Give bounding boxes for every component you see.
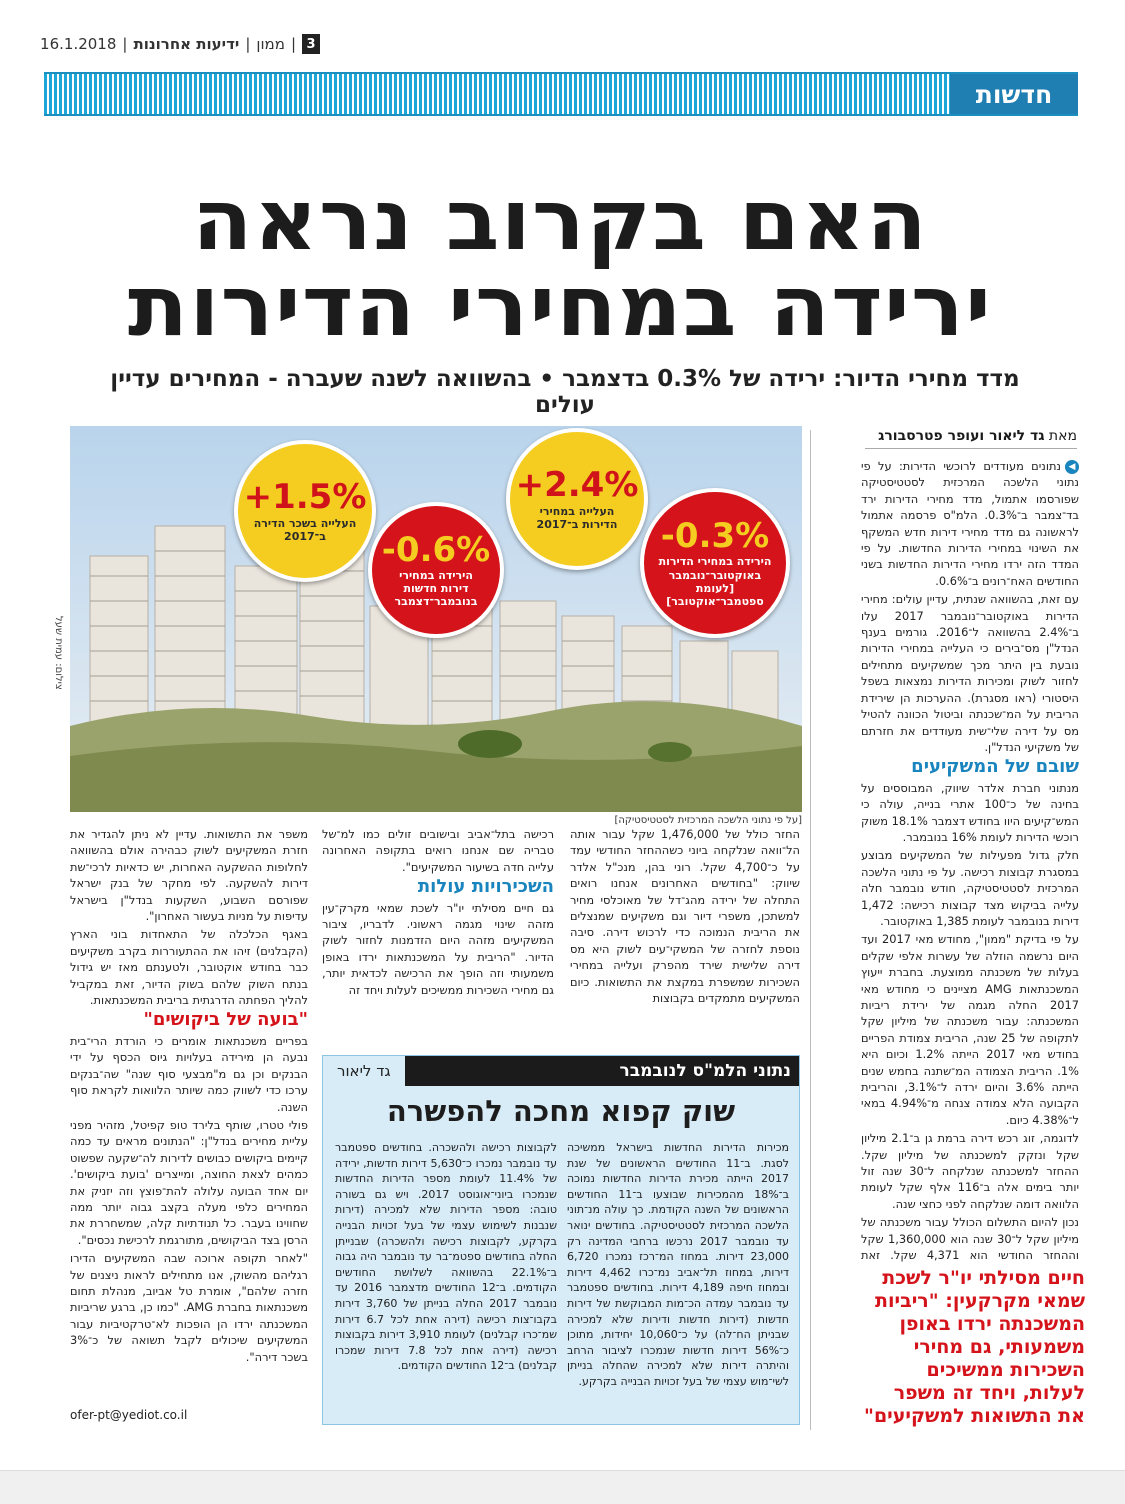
- article-column-4: [70, 826, 308, 1406]
- author-email: ofer-pt@yediot.co.il: [70, 1408, 188, 1422]
- inset-header-title: נתוני הלמ"ס לנובמבר: [619, 1061, 791, 1081]
- photo-credit: צילום: עמית שעל: [53, 616, 64, 690]
- paragraph: חלק גדול מפעילות של המשקיעים מבוצע במסגרת קבוצות רכישה. על פי נתוני הלשכה המרכזית לסטטיסטיקה, חודש נובמבר חלה עלייה בביקוש מצד קבוצות רכישה: 1,472 דירות בנובמבר לעומת 1,385 באוקטובר.: [861, 848, 1079, 928]
- lead-paragraph: נתונים מעודדים לרוכשי הדירות: על פי נתוני הלשכה המרכזית לסטטיסטיקה שפורסמו אתמול, מדד מחירי הדירות ירד בד־צמבר ב־0.3%. הלמ"ס פרסמה אתמול לראשונה גם מדד מחירי דירות חדש המשקף את השינוי במחירי הדירות החדשות. על פי המדד הזה ירדו מחירי הדירות החדשות בשני החודשים האח־רונים ב־0.6%.: [861, 459, 1079, 588]
- paragraph: גם חיים מסילתי יו"ר לשכת שמאי מקרק־עין מזהה שינוי מגמה ראשוני. לדבריו, ציבור המשקיעים מזהה היום הזדמנות לחזור לשוק הדיור. "הריבית על המשכנתאות ירדו באופן משמעותי וזה הופך את הרכישה לכדאית יותר, גם מחירי השכירות ממשיכים לעלות ויחד זה: [322, 900, 554, 997]
- divider: |: [245, 35, 251, 53]
- paragraph: מנתוני חברת אלדר שיווק, המבוססים על בחינה של כ־100 אתרי בנייה, עולה כי המש־קיעים היוו בחודש דצמבר 18.1% משוק רוכשי הדירות לעומת 16% בנובמבר.: [861, 780, 1079, 844]
- paragraph: לדוגמה, זוג רכש דירה ברמת גן ב־2.1 מיליון שקל ונזקק למשכנתה של מיליון שקל. ההחזר למשכנתה שנלקחה ל־30 שנה זול יותר בימים אלה ב־116 אלף שקל לעומת הלוואה דומה שנלקחה לפני כחצי שנה.: [861, 1131, 1079, 1211]
- inset-author: גד ליאור: [323, 1056, 405, 1086]
- bubble-value: +2.4%: [515, 465, 639, 506]
- bubble-label: העלייה בשכר הדירה ב־2017: [253, 516, 357, 543]
- section-label: חדשות: [950, 74, 1078, 114]
- buildings-photo: [70, 426, 802, 812]
- page-header-line: [40, 30, 320, 58]
- divider: |: [122, 35, 128, 53]
- subheadline: מדד מחירי הדיור: ירידה של 0.3% בדצמבר • בהשוואה לשנה שעברה - המחירים עדיין עולים: [110, 366, 1020, 418]
- paper-name: ידיעות אחרונות: [133, 35, 240, 53]
- page-number: 3: [302, 34, 320, 54]
- inset-column-a: מכירות הדירות החדשות בישראל ממשיכה לסגת. ב־11 החודשים הראשונים של שנת 2017 הייתה מכירת הדירות החדשות נמוכה ב־18% מהמכירות שבוצעו ב־11 החודשים הראשונים של השנה הקודמת. כך עולה מנ־תוני הלשכה המרכזית לסטטיסטיקה. בחודשים ינואר עד נובמבר 2017 נרכשו ברחבי המדינה רק 23,000 דירות. במחוז המ־רכז נמכרו 6,720 דירות, במחוז תל־אביב נמ־כרו 4,462 דירות ובמחוז חיפה 4,189 דירות. בחודשים ספטמבר עד נובמבר עמדה הכ־מות המבוקשת של דירות חדשות (דירות חדשות ודירות שלא למכירה שבניתן הח־לה) על כ־10,060 יחידות, מתוכן כ־56% דירות חדשות שנמכרו לציבור הרחב והיתרה דירות שלא למכירה שהחלה בנייתן לשי־מוש עצמי של בעל זכויות הבנייה בקרקע.: [567, 1141, 789, 1388]
- paragraph: נכון להיום התשלום הכולל עבור משכנתה של מיליון שקל ל־30 שנה הוא 1,360,000 שקל וההחזר החודשי הוא 4,371 שקל. זאת: [861, 1215, 1079, 1263]
- paragraph: "לאחר תקופה ארוכה שבה המשקיעים הדירו רגליהם מהשוק, אנו מתחילים לראות ניצנים של חזרה שלהם", אומרת טל אביוב, מנהלת תחום משכנתאות בחברת AMG. "כמו כן, ברגע שריביות המשכנתה ירדו הן הופכות לא־טרקטיביות עבור המשקיעים שיכולים לקבל תשואה של כ־3% בשכר דירה".: [70, 1251, 308, 1364]
- paragraph: על פי בדיקת "ממון", מחודש מאי 2017 ועד היום נרשמה הוזלה של עשרות אלפי שקלים בעלות של משכנתה ממוצעת. בחברת ייעוץ המשכנתאות AMG מציינים כי מחודש מאי 2017 החלה מגמה של ירידת ריביות המשכנתה: עבור משכנתה של מיליון שקל לתקופה של 25 שנה, הריבית צמודת הפריים בחודש מאי 2017 הייתה 1.2% וכיום היא 1%. הריבית הצמודה המ־שתנה בחמש שנים הייתה 3.6% והיום ירדה ל־3.1%, והריבית הקבועה הלא צמודה צנחה מ־4.94% במאי ל־4.38% כיום.: [861, 932, 1079, 1127]
- paragraph: באגף הכלכלה של התאחדות בוני הארץ (הקבלנים) זיהו את ההתעוררות בקרב משקיעים כבר בחודש אוקטובר, ולטענתם מאז יש גידול בנתח השוק שלהם בשוק הדיור, זאת במקביל להליך הפחתה הדרגתית בריבית המשכנתאות.: [70, 927, 308, 1008]
- paragraph: החזר כולל של 1,476,000 שקל עבור אותה הל־וואה שנלקחה ביוני כשההחזר החודשי עמד על כ־4,700 שקל. רוני בהן, מנכ"ל אלדר שיווק: "בחודשים האחרונים אנחנו רואים התחלה של ירידה מהג־דל של מאוכלסי מחיר למשתכן, משפרי דיור וגם משקיעים שמנצלים את הריבית הנמוכה כדי לרכוש דירה. סיבה נוספת לחזרה של המשקי־עים לשוק היא מס דירה שלישית שירד מהפרק ועלייה במחירי השכירות שמשפרת במקצת את התשואות. כיום המשקיעים מתמקדים בקבוצות: [570, 827, 800, 1006]
- bubble-value: -0.6%: [381, 529, 491, 570]
- paragraph: בפריים משכנתאות אומרים כי הורדת הרי־בית נבעה הן מירידה בעלויות גיוס הכסף על ידי הבנקים וכן גם מ"מבצעי סוף שנה" שה־בנקים ערכו כדי לשווק כמה שיותר הלוואות לקראת סוף השנה.: [70, 1033, 308, 1114]
- inset-column-b: לקבוצות רכישה ולהשכרה. בחודשים ספטמבר עד נובמבר נמכרו כ־5,630 דירות חדשות, ירידה של 11.4% לעומת מספר הדירות החדשות שנמכרו ביוני־אוגוסט 2017. ויש גם בשורה טובה: מספר הדירות שלא למכירה (דירות שנבנות לשימוש עצמי של בעל זכויות הבנייה בקרקע, לקבוצות רכישה ולהשכרה) שבנייתן החלה בחודשים ספטמ־בר עד נובמבר היה גבוה ב־22.1% בהשוואה לשלושת החודשים הקודמים. ב־12 החודשים מדצמבר 2016 עד נובמבר 2017 החלה בנייתן של 3,760 דירות בקבו־צות רכישה (דירה אחת לכל 6.7 דירות שמ־כרו קבלנים) לעומת 3,910 דירות בקבוצות רכישה (דירה אחת לכל 7.8 דירות שמכרו קבלנים) ב־12 החודשים הקודמים.: [335, 1141, 557, 1373]
- arrow-icon: ◀: [1065, 460, 1079, 474]
- bubble-value: -0.3%: [660, 515, 770, 556]
- headline-line-2: ירידה במחירי הדירות: [127, 256, 993, 355]
- inset-title: שוק קפוא מחכה להפשרה: [386, 1094, 736, 1128]
- column-divider: [810, 430, 811, 1430]
- section-subtitle: השכירויות עולות: [417, 876, 554, 898]
- byline: [865, 428, 1077, 449]
- rent-increase-bubble: [234, 440, 376, 582]
- section-subtitle: "בועה של ביקושים": [143, 1009, 308, 1031]
- bubble-value: +1.5%: [243, 477, 367, 518]
- section-subtitle: שובם של המשקיעים: [911, 756, 1079, 778]
- byline-authors: גד ליאור ועופר פטרסבורג: [878, 428, 1045, 444]
- paragraph: רכישה בתל־אביב ובישובים זולים כמו למ־של טבריה שם אנחנו רואים בתקופה האחרונה עלייה חדה בשיעור המשקיעים".: [322, 827, 554, 874]
- paragraph: פולי טטרו, שותף בלירד טופ קפיטל, מזהיר מפני עליית מחירים בנדל"ן: "הנתונים מראים עד כמה קיימים ביקושים כבושים לדירות לה־שקעה שפשוט כמהים לצאת החוצה, ומייצרים 'בועת ביקושים'. יום אחד הבועה עלולה להת־פוצץ וזה יזניק את המחירים כלפי מעלה בקצב גבוה יותר ממה שחווינו בעבר. כל תנודתיות קלה, שמשחררת את הרסן בצד הביקושים, מתורגמת לרכישת נכסים".: [70, 1117, 308, 1247]
- divider: |: [290, 35, 296, 53]
- issue-date: 16.1.2018: [40, 35, 117, 53]
- page-bottom-edge: [0, 1470, 1125, 1504]
- bubble-label: הירידה במחירי הדירות באוקטובר־נובמבר [לעומת ספטמבר־אוקטובר]: [658, 555, 772, 608]
- bubble-label: העלייה במחירי הדירות ב־2017: [536, 504, 618, 531]
- data-source-caption: [על פי נתוני הלשכה המרכזית לסטטיסטיקה]: [614, 815, 802, 826]
- byline-prefix: מאת: [1048, 428, 1077, 444]
- section-bar: [44, 72, 1078, 116]
- bubble-label: הירידה במחירי דירות חדשות בנובמבר־דצמבר: [394, 568, 478, 609]
- headline-line-1: האם בקרוב נראה: [191, 171, 929, 269]
- article-column-3: [322, 826, 554, 1040]
- cbs-data-inset: [322, 1055, 800, 1425]
- supplement-name: ממון: [256, 35, 285, 53]
- price-increase-bubble: [506, 428, 648, 570]
- pull-quote: חיים מסילתי יו"ר לשכת שמאי מקרקעין: "ריביות המשכנתה ירדו באופן משמעותי, גם מחירי השכירות ממשיכים לעלות, ויחד זה משפר את התשואות למשקיעים": [864, 1267, 1085, 1427]
- article-column-2: [570, 826, 800, 1040]
- headline: [60, 171, 1060, 355]
- paragraph: משפר את התשואות. עדיין לא ניתן להגדיר את חזרת המשקיעים לשוק כבהירה אולם בהשוואה לחלופות ההשקעה האחרות, יש כדאיות לרכי־שת דירות להשקעה. לפי מחקר של בנק ישראל שפורסם השבוע, השקעות בנדל"ן בישראל עדיפות על מניות בעשור האחרון".: [70, 827, 308, 924]
- inset-header: [323, 1056, 799, 1086]
- paragraph: עם זאת, בהשוואה שנתית, עדיין עולים: מחירי הדירות באוקטובר־נובמבר 2017 עלו ב־2.4% בהשוואה ל־2016. גורמים בענף הנדל"ן מס־בירים כי העלייה במחירי הדירות נובעת בין היתר מכך שמשקיעים מתחילים לחזור לשוק ומכירות הדירות נמצאות בשפל היסטורי (ראו מסגרת). ההערכות הן שירידת הריבית על המ־שכנתה וביטול הכוונה להטיל מס על דירה שלי־שית מעודדים את חזרתם של משקיעי הנדל"ן.: [861, 592, 1079, 754]
- price-drop-bubble: [640, 488, 790, 638]
- article-column-1: [861, 458, 1079, 1264]
- new-apartments-drop-bubble: [368, 502, 504, 638]
